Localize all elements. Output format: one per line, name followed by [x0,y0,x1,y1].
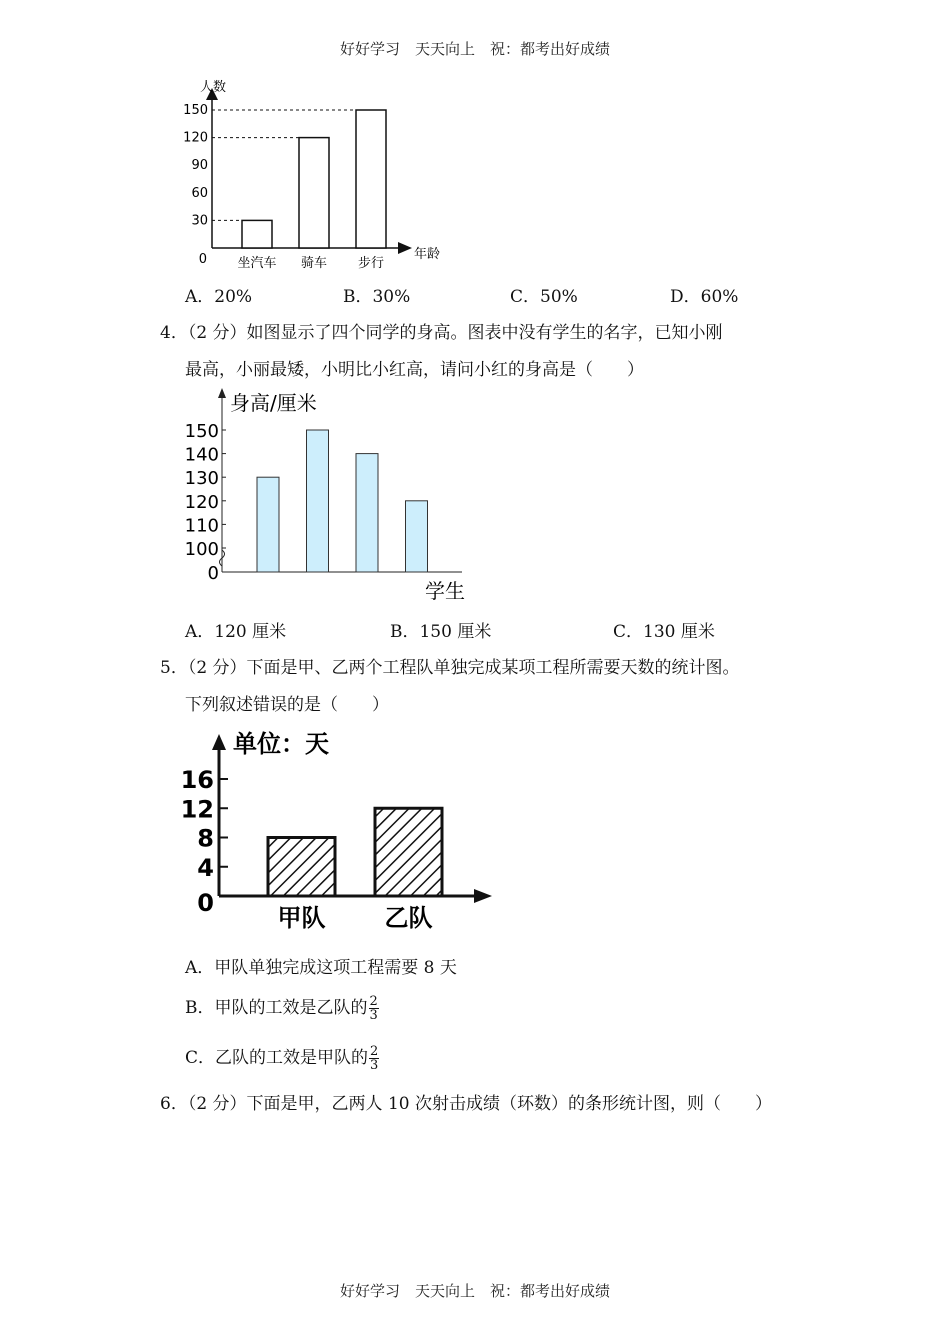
origin-label: 0 [198,252,207,267]
q5-option-b[interactable] [185,993,379,1022]
y-tick-label: 0 [207,563,219,584]
y-axis-arrow [218,388,226,398]
x-axis-label: 学生 [425,579,465,603]
bar [307,430,329,572]
y-tick-label: 130 [184,468,219,490]
y-axis-arrow [212,734,226,750]
x-tick-label: 步行 [357,256,385,271]
x-axis-arrow [474,889,492,903]
bar [242,220,272,248]
q6-question-line1: 6．（2 分）下面是甲，乙两人 10 次射击成绩（环数）的条形统计图，则（ ） [160,1094,772,1114]
y-tick-label: 120 [184,491,219,513]
page-footer: 好好学习 天天向上 祝：都考出好成绩 [339,1282,610,1300]
q5-option-c-text: C．乙队的工效是甲队的 [185,1048,369,1068]
y-tick-label: 4 [197,853,214,882]
x-tick-label: 乙队 [384,904,433,932]
height-bar-chart [0,380,950,620]
q5-option-b-text: B．甲队的工效是乙队的 [185,998,368,1018]
q4-option-c[interactable]: C．130 厘米 [613,622,715,642]
bar [299,138,329,248]
q4-question-line2: 最高，小丽最矮，小明比小红高，请问小红的身高是（ ） [185,360,644,380]
y-tick-label: 30 [191,213,208,229]
x-tick-label: 坐汽车 [237,256,277,271]
q3-option-c[interactable]: C．50% [510,287,578,307]
y-tick-label: 0 [197,889,214,917]
q3-option-a[interactable]: A．20% [185,287,253,307]
fraction-numerator: 2 [369,994,378,1009]
q4-option-a[interactable]: A．120 厘米 [185,622,287,642]
y-tick-label: 8 [197,824,214,853]
x-tick-label: 甲队 [277,904,326,932]
y-tick-label: 120 [183,130,208,146]
fraction-two-thirds [369,1045,379,1072]
workdays-bar-chart [0,720,950,950]
fraction-denominator: 3 [369,1008,378,1023]
y-tick-label: 140 [184,444,219,466]
bar [375,808,442,896]
q5-question-line1: 5．（2 分）下面是甲、乙两个工程队单独完成某项工程所需要天数的统计图。 [160,658,740,678]
y-axis-label: 人数 [200,80,227,95]
y-axis-label: 单位：天 [233,730,329,758]
bar [356,454,378,572]
page-header: 好好学习 天天向上 祝：都考出好成绩 [339,40,610,58]
y-axis-label: 身高/厘米 [230,391,317,415]
y-tick-label: 150 [184,421,219,442]
q5-option-a[interactable]: A．甲队单独完成这项工程需要 8 天 [185,958,457,978]
y-tick-label: 90 [191,158,208,174]
q4-question-line1: 4．（2 分）如图显示了四个同学的身高。图表中没有学生的名字，已知小刚 [160,323,723,343]
transport-bar-chart [0,0,950,290]
q4-option-b[interactable]: B．150 厘米 [390,622,492,642]
q5-question-line2: 下列叙述错误的是（ ） [185,695,389,715]
y-tick-label: 12 [180,795,214,824]
q3-option-b[interactable]: B．30% [343,287,411,307]
fraction-two-thirds [369,995,379,1022]
q5-option-c[interactable] [185,1043,379,1072]
x-tick-label: 骑车 [300,256,328,271]
y-tick-label: 100 [184,539,219,560]
x-axis-arrow [398,242,412,254]
fraction-numerator: 2 [370,1044,379,1059]
bar [268,838,335,897]
y-tick-label: 60 [191,185,208,201]
y-tick-label: 110 [184,515,219,537]
q3-option-d[interactable]: D．60% [670,287,739,307]
bar [356,110,386,248]
x-axis-label: 年龄 [414,247,441,262]
y-tick-label: 150 [183,103,208,118]
y-tick-label: 16 [180,766,214,794]
fraction-denominator: 3 [370,1058,379,1073]
bar [406,501,428,572]
bar [257,477,279,572]
